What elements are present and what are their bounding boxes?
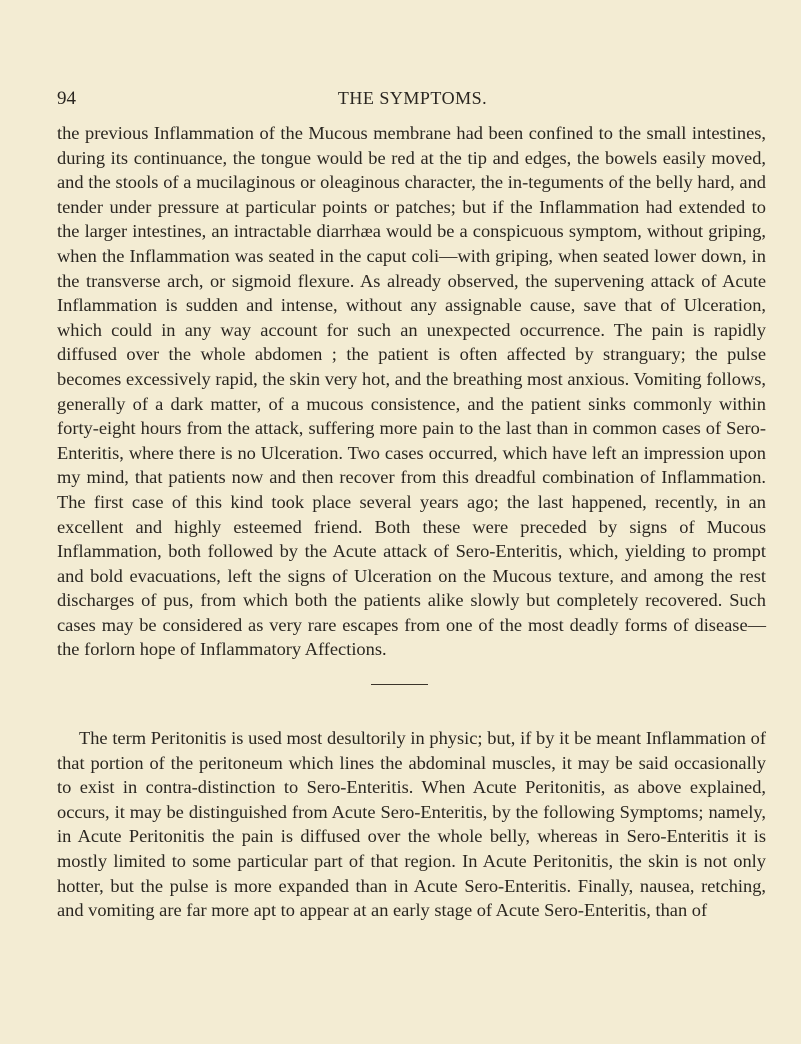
page-header: [0, 88, 801, 114]
paragraph-text: The term Peritonitis is used most desultorily in physic; but, if by it be meant Inflammation of that portion of the peritoneum which lines the abdominal muscles, it may be said occasionally to exist in contra-distinction to Sero-Enteritis. When Acute Peritonitis, as above explained, occurs, it may be distinguished from Acute Sero-Enteritis, by the following Symptoms; namely, in Acute Peritonitis the pain is diffused over the whole belly, whereas in Sero-Enteritis it is mostly limited to some particular part of that region. In Acute Peritonitis, the skin is not only hotter, but the pulse is more expanded than in Acute Sero-Enteritis. Finally, nausea, retching, and vomiting are far more apt to appear at an early stage of Acute Sero-Enteritis, than of: [57, 728, 766, 921]
page-number: 94: [57, 88, 76, 109]
paragraph-2: [57, 726, 766, 923]
section-divider: [371, 684, 428, 685]
paragraph-1: [57, 121, 766, 662]
running-head: THE SYMPTOMS.: [337, 88, 488, 108]
paragraph-text: the previous Inflammation of the Mucous membrane had been confined to the small intestines, during its continuance, the tongue would be red at the tip and edges, the bowels easily moved, and the stools of a mucilaginous or oleaginous character, the in-teguments of the belly hard, and tender under pressure at particular points or patches; but if the Inflammation had extended to the larger intestines, an intractable diarrhæa would be a conspicuous symptom, without griping, when the Inflammation was seated in the caput coli—with griping, when seated lower down, in the transverse arch, or sigmoid flexure. As already observed, the supervening attack of Acute Inflammation is sudden and intense, without any assignable cause, save that of Ulceration, which could in any way account for such an unexpected occurrence. The pain is rapidly diffused over the whole abdomen ; the patient is often affected by stranguary; the pulse becomes excessively rapid, the skin very hot, and the breathing most anxious. Vomiting follows, generally of a dark matter, of a mucous consistence, and the patient sinks commonly within forty-eight hours from the attack, suffering more pain to the last than in common cases of Sero-Enteritis, where there is no Ulceration. Two cases occurred, which have left an impression upon my mind, that patients now and then recover from this dreadful combination of Inflammation. The first case of this kind took place several years ago; the last happened, recently, in an excellent and highly esteemed friend. Both these were preceded by signs of Mucous Inflammation, both followed by the Acute attack of Sero-Enteritis, which, yielding to prompt and bold evacuations, left the signs of Ulceration on the Mucous texture, and among the rest discharges of pus, from which both the patients alike slowly but completely recovered. Such cases may be considered as very rare escapes from one of the most deadly forms of disease—the forlorn hope of Inflammatory Affections.: [57, 123, 766, 660]
